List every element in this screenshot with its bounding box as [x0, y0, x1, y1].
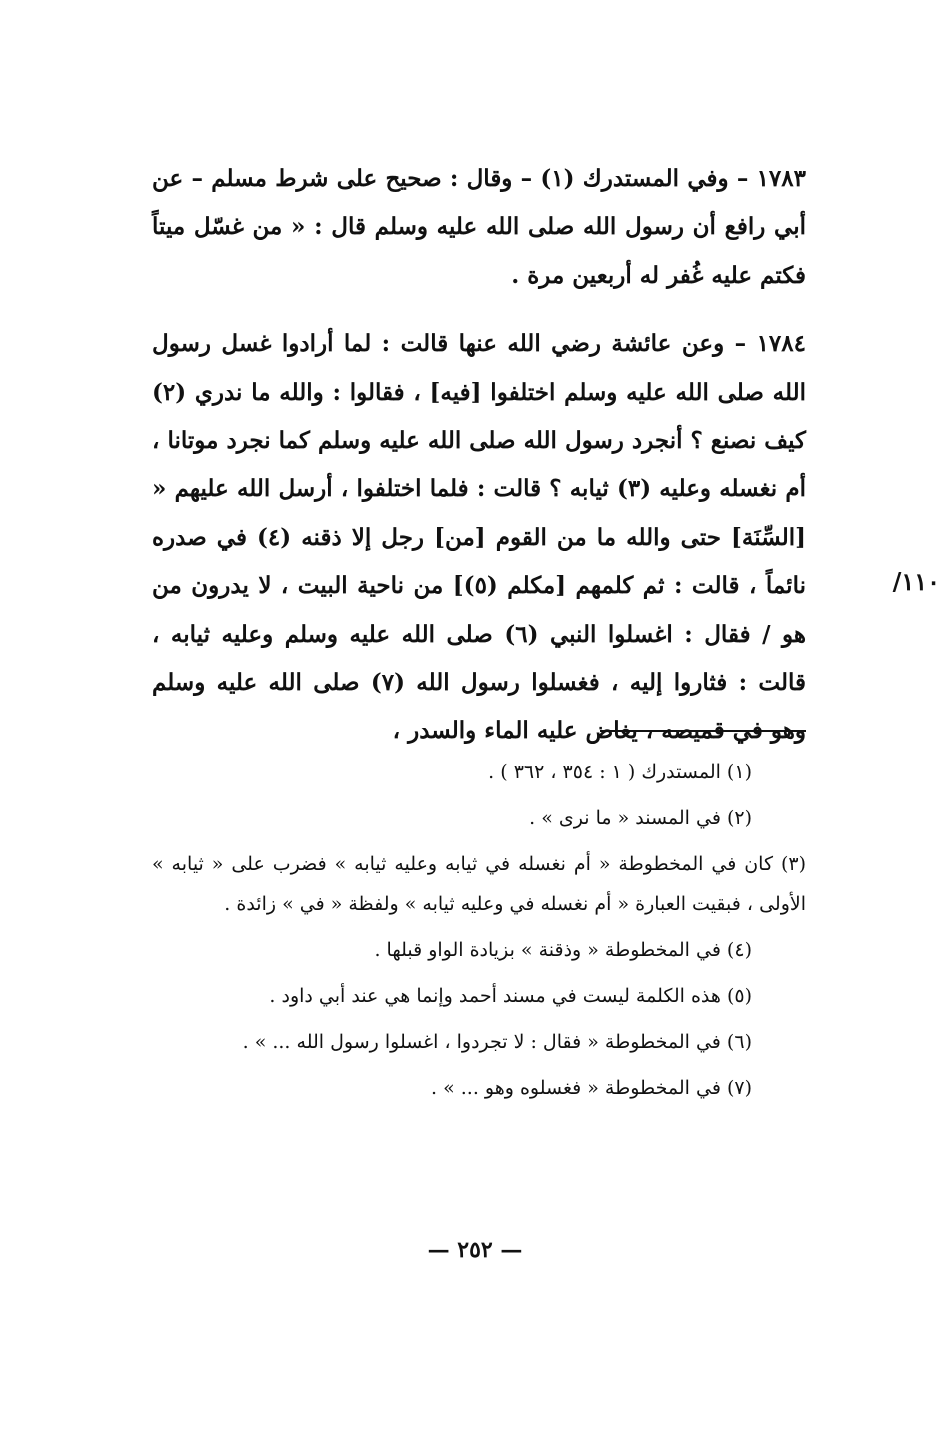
hadith-paragraph-1784: ١٧٨٤ – وعن عائشة رضي الله عنها قالت : لما أرادوا غسل رسول الله صلى الله عليه وسلم اختلفوا [فيه] ، فقالوا : والله ما ندري (٢) كيف نصنع ؟ أنجرد رسول الله صلى الله عليه وسلم كما نجرد موتانا ، أم نغسله وعليه (٣) ثيابه ؟ قالت : فلما اختلفوا ، أرسل الله عليهم « [السِّنَة] حتى والله ما من القوم [من] رجل إلا ذقنه (٤) في صدره نائماً ، قالت : ثم كلمهم [مكلم (٥)] من ناحية البيت ، لا يدرون من هو / فقال : اغسلوا النبي (٦) صلى الله عليه وسلم وعليه ثيابه ، قالت : فثاروا إليه ، فغسلوا رسول الله (٧) صلى الله عليه وسلم وهو في قميصه ، يغاض عليه الماء والسدر ،: [152, 330, 806, 745]
page-number: — ٢٥٢ —: [427, 1237, 523, 1263]
footnote-divider: [600, 730, 806, 732]
footnote-5: (٥) هذه الكلمة ليست في مسند أحمد وإنما هي عند أبي داود .: [269, 985, 752, 1007]
footnotes-section: [152, 752, 806, 1114]
footnote-1: (١) المستدرك ( ١ : ٣٥٤ ، ٣٦٢ ) .: [488, 761, 752, 783]
footnote-7: (٧) في المخطوطة « فغسلوه وهو ... » .: [431, 1077, 752, 1099]
footnote-6: (٦) في المخطوطة « فقال : لا تجردوا ، اغسلوا رسول الله ... » .: [242, 1031, 752, 1053]
hadith-paragraph-1783: ١٧٨٣ – وفي المستدرك (١) – وقال : صحيح على شرط مسلم – عن أبي رافع أن رسول الله صلى الله عليه وسلم قال : « من غسّل ميتاً فكتم عليه غُفر له أربعين مرة .: [152, 165, 806, 289]
manuscript-folio-marker: ١١٠/: [892, 567, 940, 596]
main-text: [152, 155, 806, 776]
footnote-2: (٢) في المسند « ما نرى » .: [529, 807, 752, 829]
footnote-4: (٤) في المخطوطة « وذقنة » بزيادة الواو قبلها .: [374, 939, 752, 961]
footnote-3: (٣) كان في المخطوطة « أم نغسله في ثيابه وعليه ثيابه » فضرب على « ثيابه » الأولى ، فبقيت العبارة « أم نغسله في وعليه ثيابه » ولفظة « في » زائدة .: [152, 853, 806, 915]
